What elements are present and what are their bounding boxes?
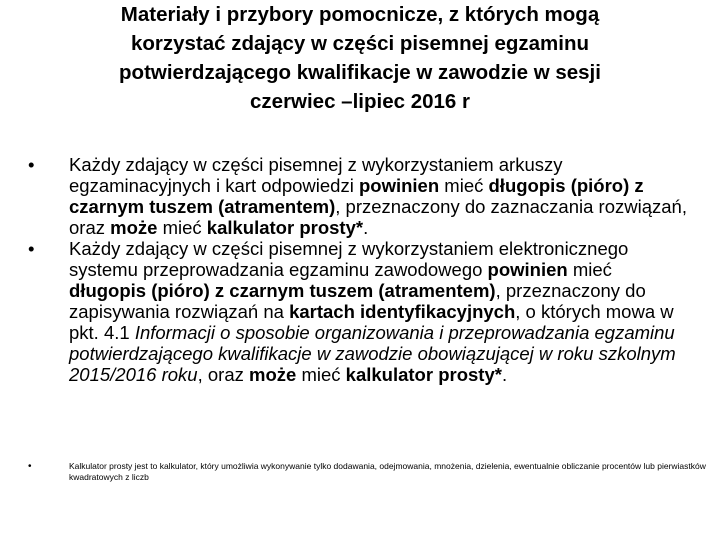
bold-segment: długopis (pióro) z czarnym tuszem (atramentem) (69, 280, 496, 301)
bold-segment: kalkulator prosty* (206, 217, 364, 238)
italic-segment: Informacji o sposobie organizowania i przeprowadzania egzaminu potwierdzającego kwalifikacje w zawodzie obowiązującej w roku szkolnym 2015/2016 roku (69, 322, 676, 385)
list-item-paper-exam (28, 154, 688, 238)
bold-segment: długopis (pióro) z czarnym tuszem (atramentem) (69, 175, 644, 217)
text-segment: . (501, 364, 508, 385)
footnote (28, 461, 720, 483)
bold-segment: powinien (487, 259, 568, 280)
text-segment: Każdy zdający w części pisemnej z wykorzystaniem elektronicznego systemu przeprowadzania egzaminu zawodowego (69, 238, 629, 280)
text-segment: mieć (157, 217, 207, 238)
list-item-electronic-exam (28, 238, 688, 385)
bullet-list (28, 154, 688, 385)
text-segment: , oraz (197, 364, 250, 385)
text-segment: Każdy zdający w części pisemnej z wykorzystaniem arkuszy egzaminacyjnych i kart odpowiedzi (69, 154, 563, 196)
bold-segment: kalkulator prosty* (345, 364, 502, 385)
bullet-icon: • (28, 154, 35, 175)
bullet-icon: • (28, 238, 35, 259)
text-segment: mieć (567, 259, 612, 280)
text-segment: , przeznaczony do zaznaczania rozwiązań, oraz (69, 196, 687, 238)
bullet-icon: • (28, 461, 32, 472)
text-segment: , przeznaczony do zapisywania rozwiązań na (69, 280, 646, 322)
title-line: korzystać zdający w części pisemnej egzaminu (130, 32, 590, 55)
text-segment: . (363, 217, 369, 238)
bold-segment: powinien (358, 175, 440, 196)
text-segment: mieć (439, 175, 489, 196)
title-line: czerwiec –lipiec 2016 r (250, 90, 470, 113)
title-line: Materiały i przybory pomocnicze, z których mogą (120, 3, 600, 26)
text-segment: mieć (296, 364, 346, 385)
footnote-text: Kalkulator prosty jest to kalkulator, który umożliwia wykonywanie tylko dodawania, odejmowania, mnożenia, dzielenia, ewentualnie obliczanie procentów lub pierwiastków kwadratowych z liczb (69, 461, 706, 482)
bold-segment: kartach identyfikacyjnych (289, 301, 516, 322)
page-title (40, 0, 680, 116)
bold-segment: może (249, 364, 297, 385)
title-line: potwierdzającego kwalifikacje w zawodzie w sesji (119, 61, 601, 84)
bold-segment: może (110, 217, 158, 238)
text-segment: , o których mowa w pkt. 4.1 (69, 301, 674, 343)
